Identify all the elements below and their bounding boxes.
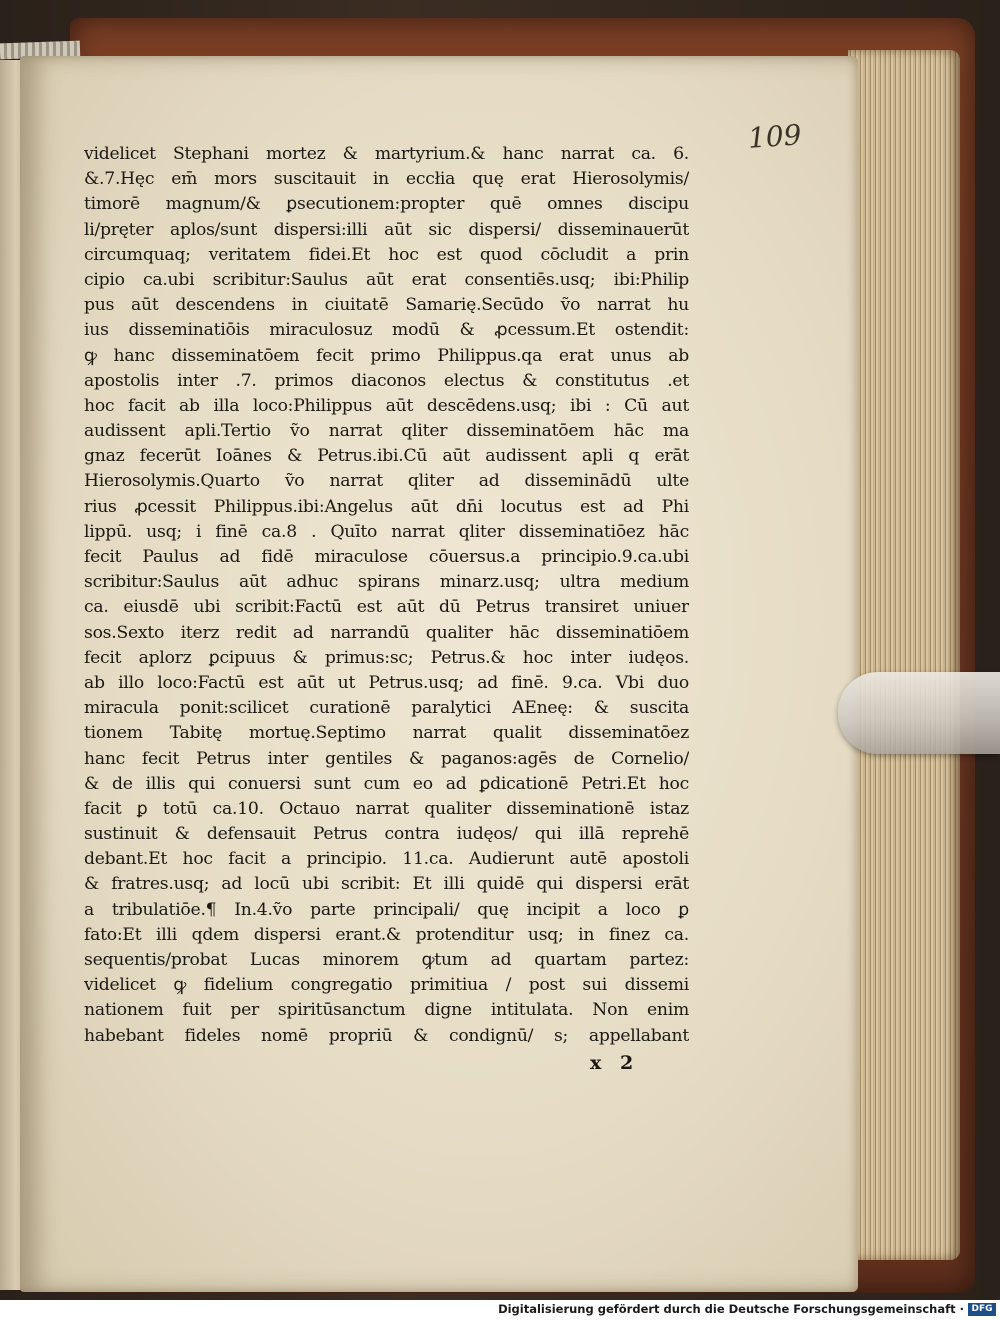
folio-number: 109 — [746, 118, 803, 155]
text-line: audissent apli.Tertio ṽo narrat qliter disseminatōem hāc ma — [84, 421, 689, 442]
text-line: fecit Paulus ad fidē miraculose cōuersus.a principio.9.ca.ubi — [84, 547, 689, 567]
text-line: sequentis/probat Lucas minorem ꝙtum ad quartam partez: — [84, 950, 689, 970]
text-line: li/pręter aplos/sunt dispersi:illi aūt sic dispersi/ disseminauerūt — [84, 219, 689, 240]
text-line: scribitur:Saulus aūt adhuc spirans minarz.usq; ultra medium — [84, 572, 689, 593]
text-line: tionem Tabitę mortuę.Septimo narrat qualit disseminatōez — [84, 723, 689, 744]
text-line: debant.Et hoc facit a principio. 11.ca. Audierunt autē apostoli — [84, 849, 689, 870]
text-line: cipio ca.ubi scribitur:Saulus aūt erat consentiēs.usq; ibi:Philip — [84, 269, 689, 290]
footer-bar — [0, 1300, 1000, 1320]
text-line: a tribulatiōe.¶ In.4.ṽo parte principali/ quę incipit a loco ꝑ — [84, 899, 689, 920]
text-line: habebant fideles nomē propriū & condignū/ s; appellabant — [84, 1025, 689, 1046]
text-line: ius disseminatiōis miraculosuz modū & ꝓcessum.Et ostendit: — [84, 320, 689, 341]
text-line: nationem fuit per spiritūsanctum digne intitulata. Non enim — [84, 1000, 689, 1021]
text-line: lippū. usq; i finē ca.8 . Quīto narrat qliter disseminatiōez hāc — [84, 521, 689, 542]
text-line: circumquaq; veritatem fidei.Et hoc est quod cōcludit a prin — [84, 244, 689, 265]
text-line: pus aūt descendens in ciuitatē Samarię.Secūdo ṽo narrat hu — [84, 295, 689, 316]
fore-edge-page-stack — [848, 50, 960, 1260]
text-line: Hierosolymis.Quarto ṽo narrat qliter ad disseminādū ulte — [84, 471, 689, 492]
text-line: fecit aplorz ꝑcipuus & primus:sc; Petrus.& hoc inter iudęos. — [84, 647, 689, 668]
text-line: facit ꝑ totū ca.10. Octauo narrat qualiter disseminationē istaz — [84, 798, 689, 819]
text-line: sos.Sexto iterz redit ad narrandū qualiter hāc disseminatiōem — [84, 622, 689, 643]
text-block — [84, 142, 689, 1049]
signature-mark: x 2 — [590, 1052, 640, 1074]
text-line: miracula ponit:scilicet curationē paralytici AEneę: & suscita — [84, 698, 689, 719]
text-line: sustinuit & defensauit Petrus contra iudęos/ qui illā reprehē — [84, 824, 689, 845]
text-line: ꝙ hanc disseminatōem fecit primo Philippus.qa erat unus ab — [84, 345, 689, 366]
text-line: &.7.Hęc em̄ mors suscitauit in eccłia quę erat Hierosolymis/ — [84, 169, 689, 190]
text-line: gnaz fecerūt Ioānes & Petrus.ibi.Cū aūt audissent apli q erāt — [84, 446, 689, 467]
text-line: ab illo loco:Factū est aūt ut Petrus.usq; ad finē. 9.ca. Vbi duo — [84, 672, 689, 693]
text-line: hoc facit ab illa loco:Philippus aūt descēdens.usq; ibi : Cū aut — [84, 395, 689, 416]
text-line: apostolis inter .7. primos diaconos electus & constitutus .et — [84, 370, 689, 391]
text-line: ca. eiusdē ubi scribit:Factū est aūt dū Petrus transiret uniuer — [84, 597, 689, 618]
page-clip — [838, 672, 1000, 754]
text-line: & de illis qui conuersi sunt cum eo ad ꝑdicationē Petri.Et hoc — [84, 773, 689, 794]
text-line: videlicet ꝙ fidelium congregatio primitiua / post sui dissemi — [84, 975, 689, 996]
text-line: & fratres.usq; ad locū ubi scribit: Et illi quidē qui dispersi erāt — [84, 874, 689, 895]
text-line: videlicet Stephani mortez & martyrium.& hanc narrat ca. 6. — [84, 144, 689, 164]
text-line: fato:Et illi qdem dispersi erant.& protenditur usq; in finez ca. — [84, 924, 689, 945]
text-line: hanc fecit Petrus inter gentiles & paganos:agēs de Cornelio/ — [84, 748, 689, 769]
dfg-logo-icon: DFG — [968, 1303, 996, 1316]
text-line: rius ꝓcessit Philippus.ibi:Angelus aūt dn̄i locutus est ad Phi — [84, 496, 689, 517]
footer-credit: Digitalisierung gefördert durch die Deutsche Forschungsgemeinschaft · — [498, 1302, 964, 1316]
text-line: timorē magnum/& ꝑsecutionem:propter quē omnes discipu — [84, 194, 689, 215]
